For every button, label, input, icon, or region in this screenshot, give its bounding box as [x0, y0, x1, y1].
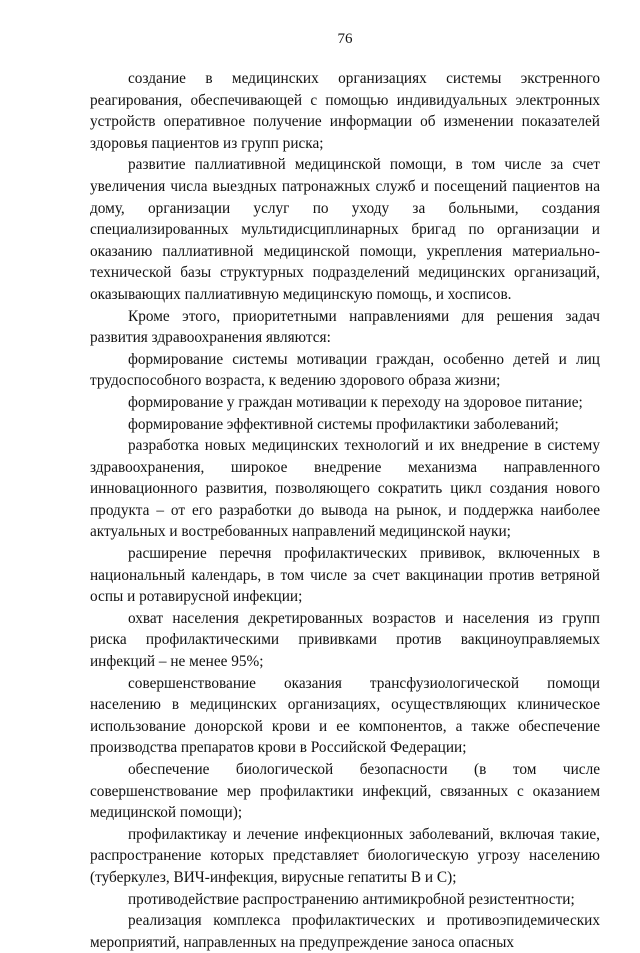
paragraph-anti-epidemic-measures: реализация комплекса профилактических и противоэпидемических мероприятий, направленных на предупреждение заноса опасных [90, 912, 600, 951]
paragraph-medical-technologies: разработка новых медицинских технологий и их внедрение в систему здравоохранения, широкое внедрение механизма направленного инновационного развития, позволяющего сократить цикл создания нового продукта – от его разработки до вывода на рынок, и поддержка наиболее актуальных и востребованных направлений медицинской науки; [90, 437, 600, 541]
paragraph-palliative-care: развитие паллиативной медицинской помощи, в том числе за счет увеличения числа выездных патронажных служб и посещений пациентов на дому, организации услуг по уходу за больными, создания специализированных мультидисциплинарных бригад по организации и оказанию паллиативной медицинской помощи, укрепления материально-технической базы структурных подразделений медицинских организаций, оказывающих паллиативную медицинскую помощь, и хосписов. [90, 156, 600, 303]
paragraph-emergency-response: создание в медицинских организациях системы экстренного реагирования, обеспечивающей с помощью индивидуальных электронных устройств оперативное получение информации об изменении показателей здоровья пациентов из групп риска; [90, 70, 600, 152]
paragraph-disease-prevention: формирование эффективной системы профилактики заболеваний; [128, 415, 559, 433]
document-page [90, 30, 600, 953]
paragraph-healthy-lifestyle-motivation: формирование системы мотивации граждан, особенно детей и лиц трудоспособного возраста, к ведению здорового образа жизни; [90, 350, 600, 390]
paragraph-infectious-diseases: профилактикау и лечение инфекционных заболеваний, включая такие, распространение которых представляет биологическую угрозу населению (туберкулез, ВИЧ-инфекция, вирусные гепатиты В и С); [90, 825, 600, 886]
paragraph-antimicrobial-resistance: противодействие распространению антимикробной резистентности; [128, 890, 575, 908]
paragraph-priority-directions: Кроме этого, приоритетными направлениями для решения задач развития здравоохранения являются: [90, 307, 600, 347]
paragraph-vaccination-calendar: расширение перечня профилактических прививок, включенных в национальный календарь, в том числе за счет вакцинации против ветряной оспы и ротавирусной инфекции; [90, 545, 600, 606]
paragraph-vaccination-coverage: охват населения декретированных возрастов и населения из групп риска профилактическими прививками против вакциноуправляемых инфекций – не менее 95%; [90, 609, 600, 671]
page-number: 76 [337, 31, 353, 47]
paragraph-biological-safety: обеспечение биологической безопасности (в том числе совершенствование мер профилактики инфекций, связанных с оказанием медицинской помощи); [90, 761, 600, 822]
paragraph-healthy-nutrition: формирование у граждан мотивации к переходу на здоровое питание; [128, 393, 583, 411]
paragraph-transfusiology: совершенствование оказания трансфузиологической помощи населению в медицинских организациях, осуществляющих клиническое использование донорской крови и ее компонентов, а также обеспечение производства препаратов крови в Российской Федерации; [90, 674, 600, 757]
